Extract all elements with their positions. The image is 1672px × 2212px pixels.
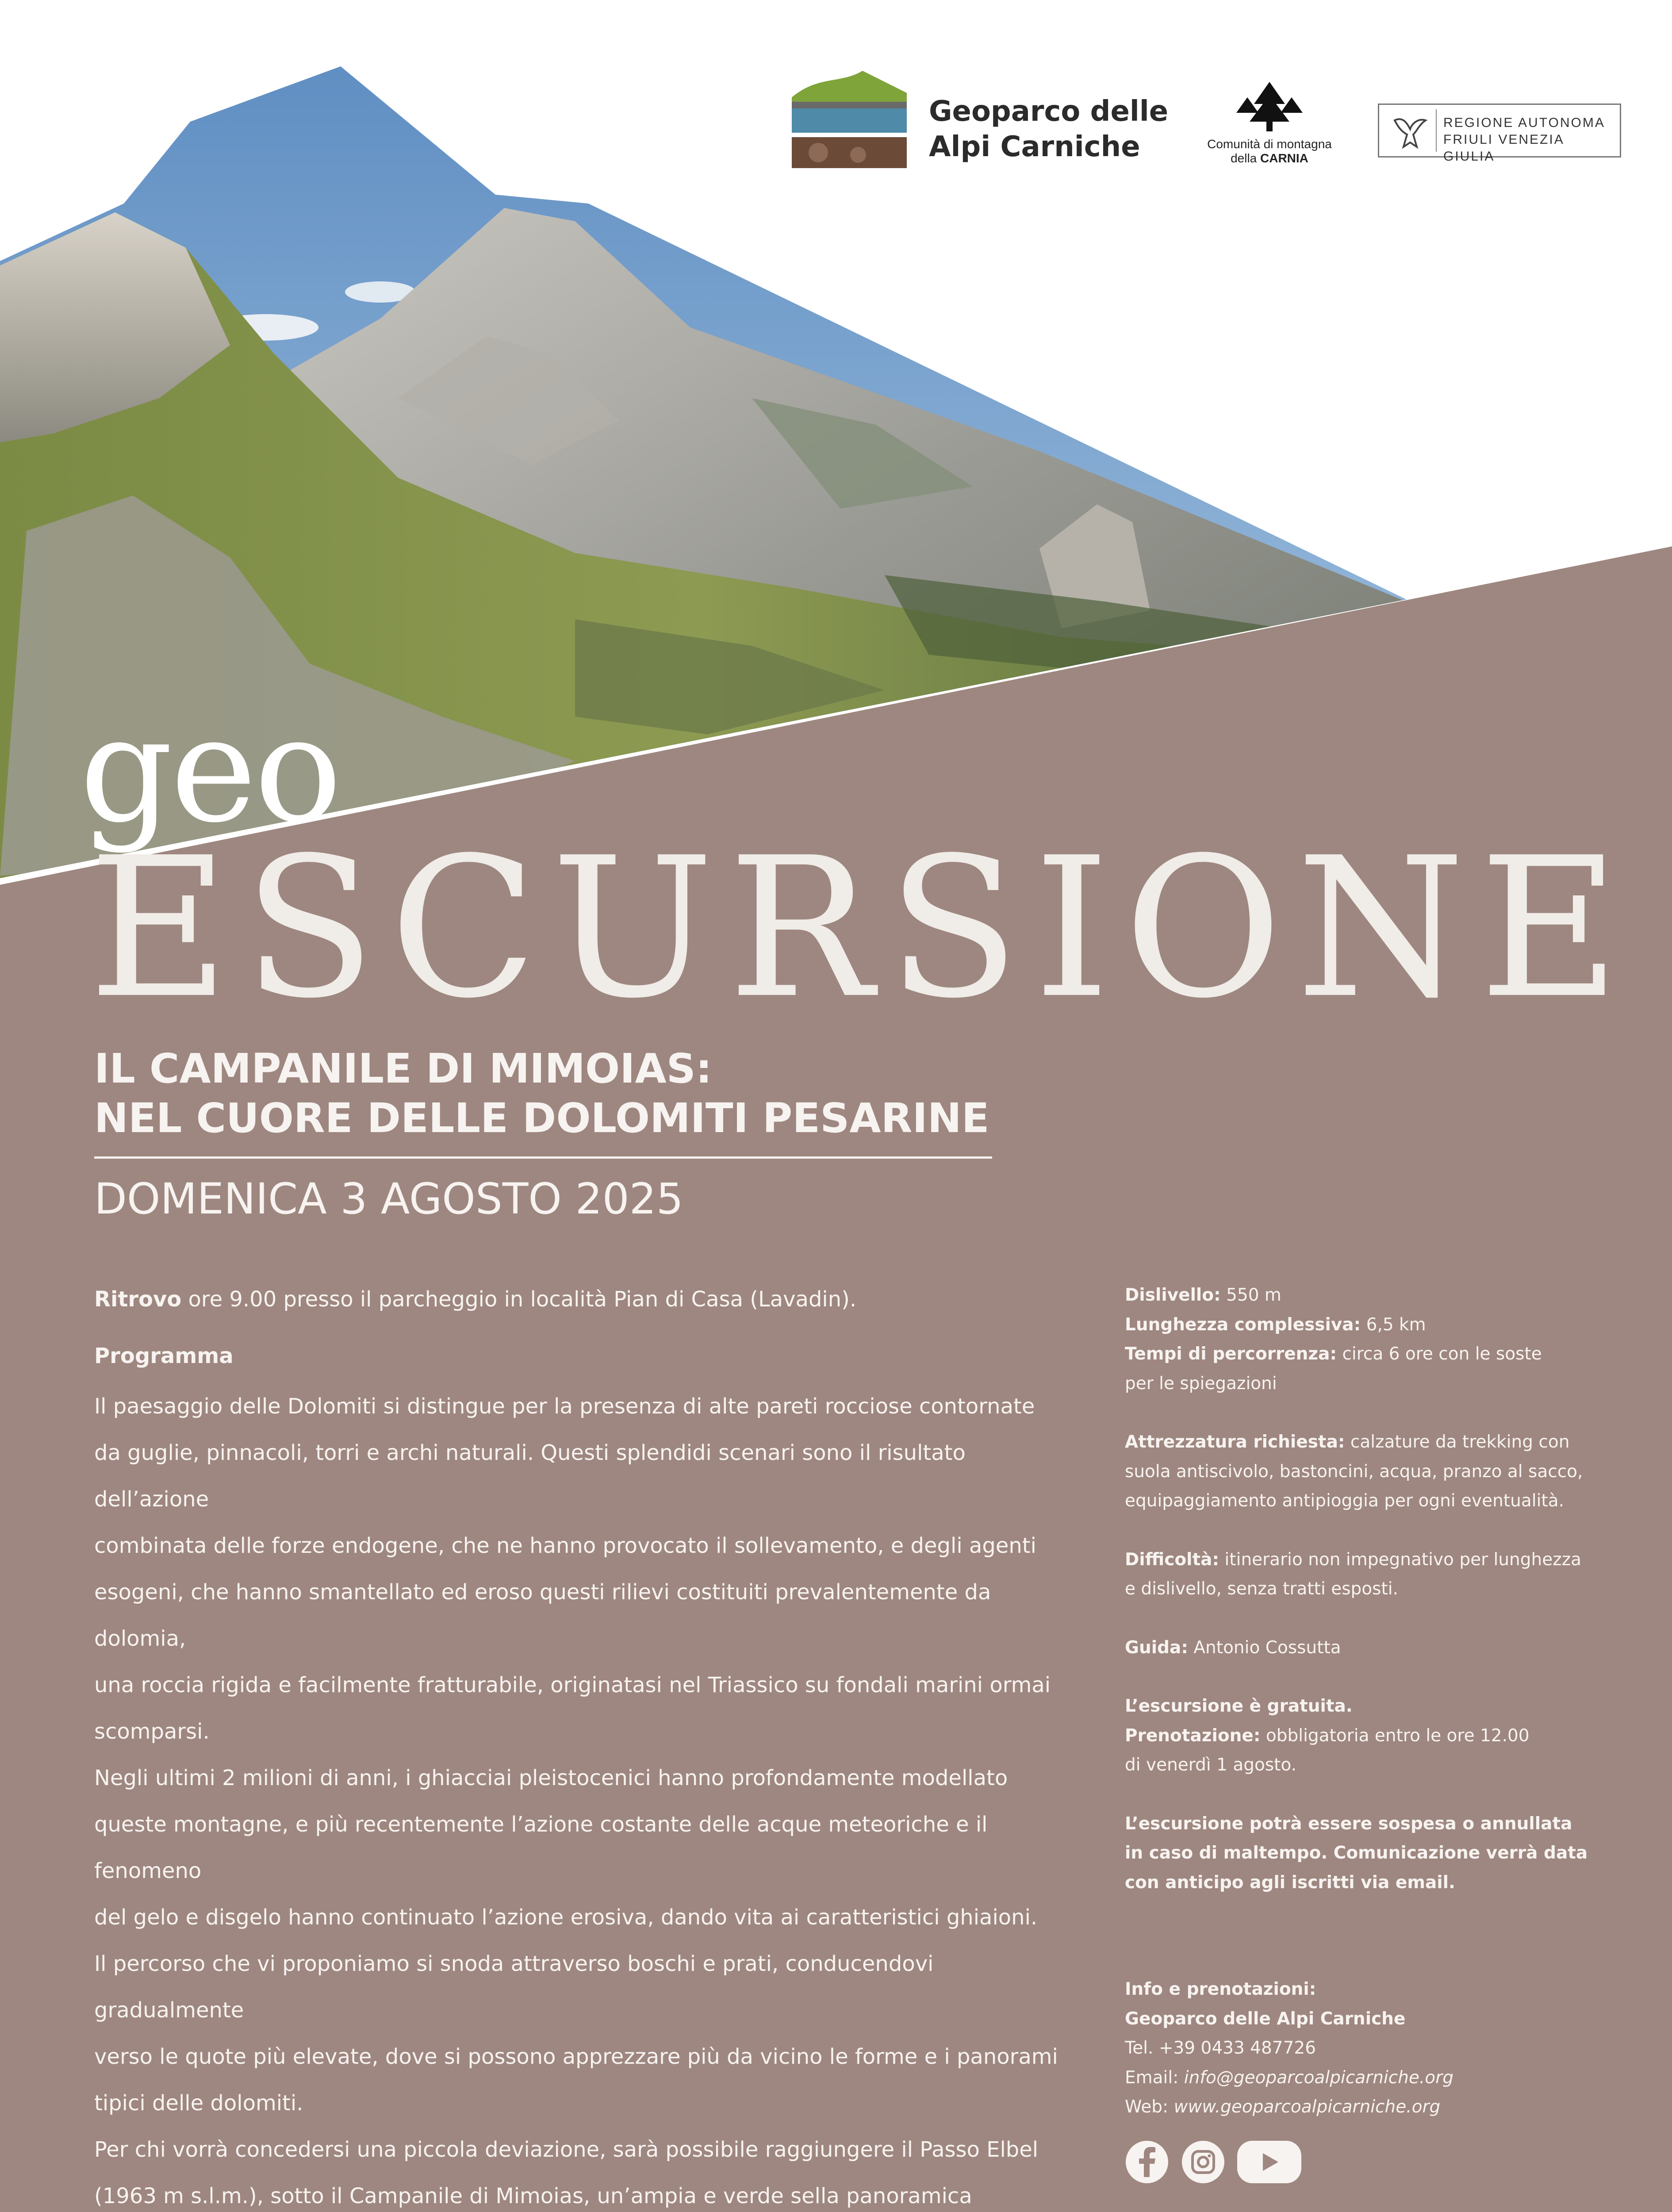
info-heading: Info e prenotazioni: [1125,1979,1316,1999]
details-column [1125,1281,1611,2151]
difficolta-value: itinerario non impegnativo per lunghezza [1219,1549,1582,1570]
ritrovo-label: Ritrovo [94,1287,182,1312]
geoparco-logo-line1: Geoparco delle [929,95,1169,128]
info-org: Geoparco delle Alpi Carniche [1125,2008,1406,2029]
dislivello-label: Dislivello: [1125,1285,1221,1305]
ritrovo-text: ore 9.00 presso il parcheggio in località Pian di Casa (Lavadin). [181,1287,857,1312]
program-line: Negli ultimi 2 milioni di anni, i ghiacciai pleistocenici hanno profondamente modellato [94,1766,1008,1790]
weather-notice [1125,1809,1611,1898]
event-date: DOMENICA 3 AGOSTO 2025 [94,1174,683,1224]
comunita-carnia-logo [1194,80,1345,177]
geo-word: geo [80,685,340,855]
regione-divider [1436,109,1437,152]
program-line: Il paesaggio delle Dolomiti si distingue per la presenza di alte pareti rocciose contornate [94,1394,1035,1419]
prenotazione-label: Prenotazione: [1125,1725,1261,1746]
event-title-line2: NEL CUORE DELLE DOLOMITI PESARINE [94,1094,989,1142]
attrezzatura-value-cont: equipaggiamento antipioggia per ogni eventualità. [1125,1491,1564,1511]
ritrovo-line [94,1282,1058,1317]
attrezzatura-label: Attrezzatura richiesta: [1125,1432,1345,1452]
booking-info [1125,1692,1611,1780]
program-line: una roccia rigida e facilmente fratturabile, originatasi nel Triassico su fondali marini ormai [94,1673,1051,1697]
free-notice: L’escursione è gratuita. [1125,1696,1353,1716]
guida-value: Antonio Cossutta [1188,1637,1341,1658]
program-line: Per chi vorrà concedersi una piccola deviazione, sarà possibile raggiungere il Passo Elbel [94,2137,1039,2162]
phone-number[interactable]: Tel. +39 0433 487726 [1125,2038,1316,2058]
program-heading: Programma [94,1344,234,1368]
program-line: del gelo e disgelo hanno continuato l’azione erosiva, dando vita ai caratteristici ghiaioni. [94,1905,1038,1930]
program-line: queste montagne, e più recentemente l’azione costante delle acque meteoriche e il fenomeno [94,1812,988,1883]
email-link[interactable]: info@geoparcoalpicarniche.org [1184,2067,1453,2088]
weather-notice-line: con anticipo agli iscritti via email. [1125,1872,1455,1893]
guida-label: Guida: [1125,1637,1188,1658]
trail-stats [1125,1281,1611,1398]
geoparco-mark-icon [792,66,916,173]
prenotazione-value: obbligatoria entro le ore 12.00 [1260,1725,1530,1746]
difficolta-value-cont: e dislivello, senza tratti esposti. [1125,1579,1398,1599]
weather-notice-line: in caso di maltempo. Comunicazione verrà data [1125,1843,1588,1863]
geoparco-logo [792,66,1172,173]
prenotazione-value-cont: di venerdì 1 agosto. [1125,1755,1297,1775]
escursione-word: ESCURSIONE [88,816,1634,1041]
regione-logo-line1: REGIONE AUTONOMA [1443,115,1605,130]
email-label: Email: [1125,2067,1184,2088]
program-body [94,1383,1058,2212]
attrezzatura-value-cont: suola antiscivolo, bastoncini, acqua, pranzo al sacco, [1125,1461,1583,1482]
program-line: da guglie, pinnacoli, torri e archi naturali. Questi splendidi scenari sono il risultato dell’azione [94,1440,966,1512]
comunita-logo-line1: Comunità di montagna [1207,137,1332,151]
tempi-value: circa 6 ore con le soste [1337,1344,1542,1364]
eagle-icon [1386,107,1434,156]
tempi-value-cont: per le spiegazioni [1125,1373,1277,1394]
geoparco-logo-line2: Alpi Carniche [929,131,1140,163]
contact-info [1125,1975,1611,2122]
lunghezza-label: Lunghezza complessiva: [1125,1314,1361,1335]
program-column [94,1282,1058,2212]
title-divider [94,1156,992,1159]
regione-logo-line2: FRIULI VENEZIA GIULIA [1443,132,1564,164]
dislivello-value: 550 m [1220,1285,1281,1305]
event-title [94,1044,989,1143]
program-line: esogeni, che hanno smantellato ed eroso questi rilievi costituiti prevalentemente da dolomia, [94,1580,991,1651]
difficulty-info [1125,1545,1611,1604]
web-link[interactable]: www.geoparcoalpicarniche.org [1173,2097,1441,2117]
program-line: (1963 m s.l.m.), sotto il Campanile di Mimoias, un’ampia e verde sella panoramica [94,2184,972,2208]
guide-info [1125,1633,1611,1663]
program-line: verso le quote più elevate, dove si possono apprezzare più da vicino le forme e i panorami [94,2044,1058,2069]
comunita-logo-line2-prefix: della [1231,151,1261,165]
program-line: combinata delle forze endogene, che ne hanno provocato il sollevamento, e degli agenti [94,1533,1036,1558]
equipment-info [1125,1428,1611,1516]
regione-fvg-logo [1378,104,1621,164]
comunita-logo-line2-bold: CARNIA [1260,151,1308,165]
program-line: Il percorso che vi proponiamo si snoda attraverso boschi e prati, conducendovi gradualmente [94,1951,934,2023]
facebook-icon[interactable] [1125,2140,1169,2184]
instagram-icon[interactable] [1181,2140,1225,2184]
weather-notice-line: L’escursione potrà essere sospesa o annullata [1125,1813,1572,1834]
attrezzatura-value: calzature da trekking con [1345,1432,1570,1452]
program-line: scomparsi. [94,1719,210,1744]
youtube-icon[interactable] [1237,2140,1301,2184]
program-line: tipici delle dolomiti. [94,2091,303,2116]
tempi-label: Tempi di percorrenza: [1125,1344,1337,1364]
lunghezza-value: 6,5 km [1361,1314,1426,1335]
difficolta-label: Difficoltà: [1125,1549,1219,1570]
web-label: Web: [1125,2097,1174,2117]
comunita-mark-icon [1194,80,1345,135]
event-title-line1: IL CAMPANILE DI MIMOIAS: [94,1045,712,1092]
